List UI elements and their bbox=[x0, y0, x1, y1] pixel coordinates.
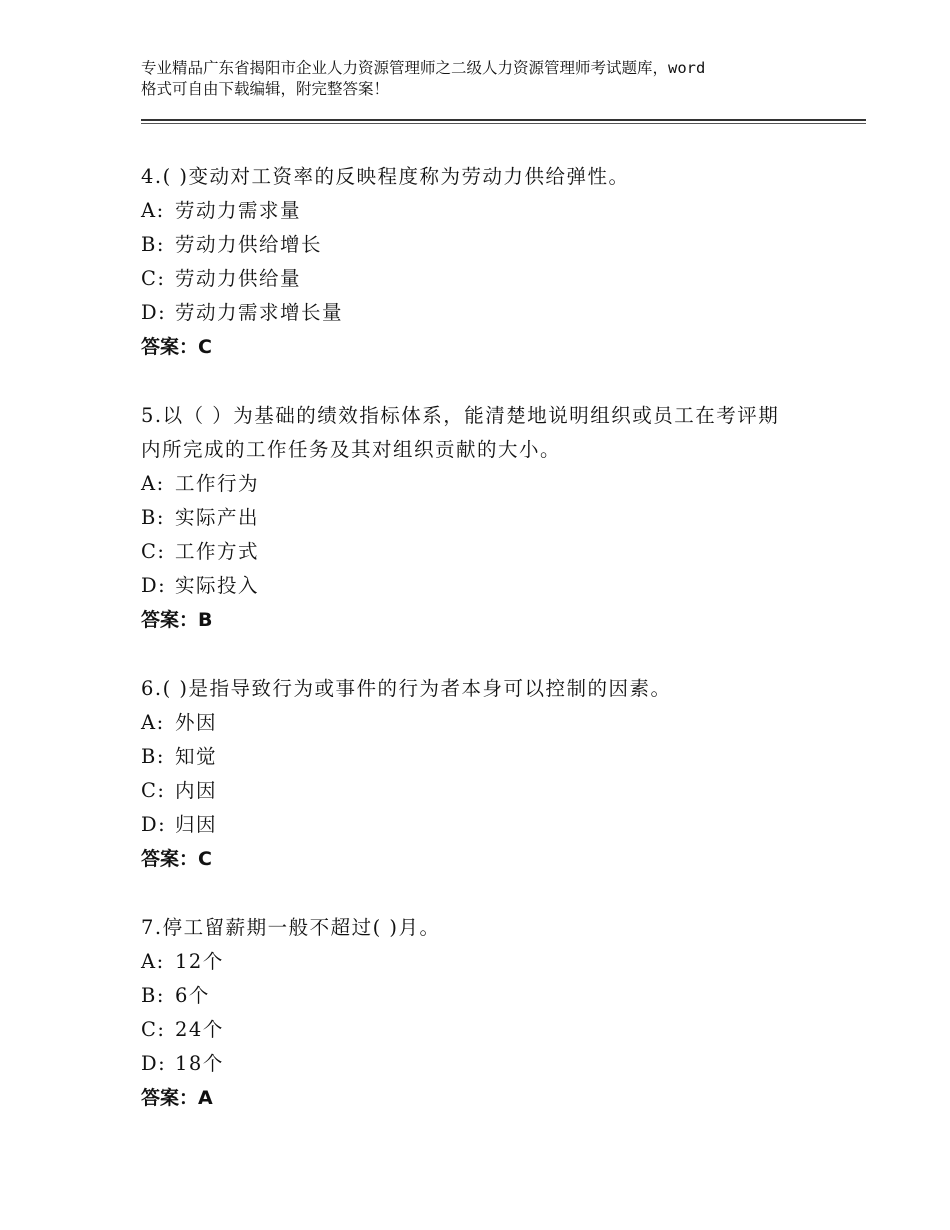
option-letter: A: bbox=[141, 472, 165, 495]
option-a bbox=[141, 706, 821, 740]
option-b bbox=[141, 501, 821, 535]
question-stem bbox=[141, 399, 821, 467]
option-c bbox=[141, 774, 821, 808]
question-stem bbox=[141, 672, 821, 706]
option-d bbox=[141, 569, 821, 603]
option-c bbox=[141, 535, 821, 569]
option-c bbox=[141, 1013, 821, 1047]
option-d bbox=[141, 296, 821, 330]
option-letter: A: bbox=[141, 711, 165, 734]
option-a bbox=[141, 194, 821, 228]
stem-line: 7.停工留薪期一般不超过( )月。 bbox=[141, 916, 441, 939]
option-text: 工作行为 bbox=[175, 472, 260, 495]
answer-label: 答案：C bbox=[141, 848, 212, 870]
option-letter: B: bbox=[141, 506, 165, 529]
option-text: 12个 bbox=[175, 950, 224, 973]
question-7 bbox=[141, 911, 821, 1115]
option-letter: C: bbox=[141, 540, 166, 563]
document-header bbox=[141, 58, 841, 100]
option-text: 内因 bbox=[175, 779, 218, 802]
header-line-2: 格式可自由下载编辑，附完整答案！ bbox=[141, 80, 390, 98]
option-text: 劳动力供给增长 bbox=[175, 233, 323, 256]
option-letter: A: bbox=[141, 950, 165, 973]
option-text: 工作方式 bbox=[175, 540, 260, 563]
question-4 bbox=[141, 160, 821, 364]
option-letter: C: bbox=[141, 267, 166, 290]
question-stem bbox=[141, 160, 821, 194]
option-b bbox=[141, 740, 821, 774]
question-stem bbox=[141, 911, 821, 945]
answer-label: 答案：C bbox=[141, 336, 212, 358]
option-c bbox=[141, 262, 821, 296]
option-text: 外因 bbox=[175, 711, 218, 734]
option-text: 6个 bbox=[175, 984, 210, 1007]
option-text: 劳动力需求量 bbox=[175, 199, 302, 222]
option-letter: A: bbox=[141, 199, 165, 222]
option-letter: B: bbox=[141, 984, 165, 1007]
question-5 bbox=[141, 399, 821, 637]
stem-line: 5.以（ ）为基础的绩效指标体系，能清楚地说明组织或员工在考评期 bbox=[141, 404, 780, 427]
option-letter: D: bbox=[141, 813, 167, 836]
option-text: 归因 bbox=[175, 813, 218, 836]
option-b bbox=[141, 979, 821, 1013]
option-letter: B: bbox=[141, 233, 165, 256]
option-letter: C: bbox=[141, 779, 166, 802]
option-text: 实际投入 bbox=[175, 574, 260, 597]
header-line-1: 专业精品广东省揭阳市企业人力资源管理师之二级人力资源管理师考试题库，word bbox=[141, 59, 706, 77]
answer-label: 答案：B bbox=[141, 609, 213, 631]
option-d bbox=[141, 1047, 821, 1081]
option-text: 知觉 bbox=[175, 745, 218, 768]
option-letter: B: bbox=[141, 745, 165, 768]
stem-line: 4.( )变动对工资率的反映程度称为劳动力供给弹性。 bbox=[141, 165, 630, 188]
option-text: 劳动力供给量 bbox=[175, 267, 302, 290]
option-text: 24个 bbox=[175, 1018, 224, 1041]
option-text: 劳动力需求增长量 bbox=[175, 301, 344, 324]
option-letter: D: bbox=[141, 301, 167, 324]
option-text: 实际产出 bbox=[175, 506, 260, 529]
option-letter: D: bbox=[141, 1052, 167, 1075]
option-a bbox=[141, 467, 821, 501]
stem-line: 内所完成的工作任务及其对组织贡献的大小。 bbox=[141, 438, 562, 461]
header-divider bbox=[141, 119, 866, 124]
option-a bbox=[141, 945, 821, 979]
option-letter: C: bbox=[141, 1018, 166, 1041]
stem-line: 6.( )是指导致行为或事件的行为者本身可以控制的因素。 bbox=[141, 677, 672, 700]
option-d bbox=[141, 808, 821, 842]
option-b bbox=[141, 228, 821, 262]
option-text: 18个 bbox=[175, 1052, 224, 1075]
question-6 bbox=[141, 672, 821, 876]
answer-label: 答案：A bbox=[141, 1087, 213, 1109]
option-letter: D: bbox=[141, 574, 167, 597]
